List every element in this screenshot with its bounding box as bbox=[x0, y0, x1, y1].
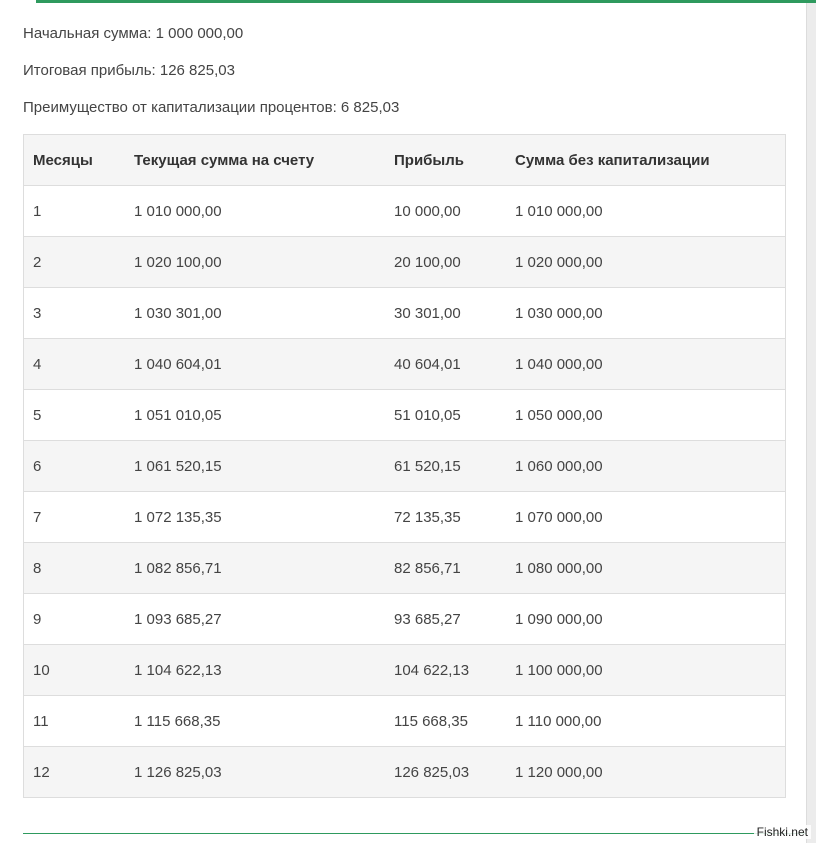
cell-month: 10 bbox=[24, 645, 126, 696]
cell-month: 3 bbox=[24, 288, 126, 339]
cell-balance: 1 104 622,13 bbox=[125, 645, 385, 696]
calculator-result-panel bbox=[0, 3, 807, 843]
cell-profit: 82 856,71 bbox=[385, 543, 506, 594]
cell-profit: 93 685,27 bbox=[385, 594, 506, 645]
cell-no-cap: 1 080 000,00 bbox=[506, 543, 786, 594]
watermark: Fishki.net bbox=[754, 825, 811, 839]
cell-month: 5 bbox=[24, 390, 126, 441]
table-header-row bbox=[24, 135, 786, 186]
cell-no-cap: 1 050 000,00 bbox=[506, 390, 786, 441]
cell-month: 11 bbox=[24, 696, 126, 747]
cell-month: 9 bbox=[24, 594, 126, 645]
cell-no-cap: 1 060 000,00 bbox=[506, 441, 786, 492]
table-row bbox=[24, 237, 786, 288]
cell-balance: 1 040 604,01 bbox=[125, 339, 385, 390]
cell-profit: 40 604,01 bbox=[385, 339, 506, 390]
cell-month: 12 bbox=[24, 747, 126, 798]
cell-balance: 1 115 668,35 bbox=[125, 696, 385, 747]
cell-profit: 10 000,00 bbox=[385, 186, 506, 237]
bottom-divider bbox=[23, 833, 806, 834]
cell-profit: 72 135,35 bbox=[385, 492, 506, 543]
cell-balance: 1 030 301,00 bbox=[125, 288, 385, 339]
cell-profit: 104 622,13 bbox=[385, 645, 506, 696]
table-row bbox=[24, 543, 786, 594]
cell-balance: 1 082 856,71 bbox=[125, 543, 385, 594]
cell-no-cap: 1 120 000,00 bbox=[506, 747, 786, 798]
cell-profit: 30 301,00 bbox=[385, 288, 506, 339]
cell-profit: 115 668,35 bbox=[385, 696, 506, 747]
cell-no-cap: 1 030 000,00 bbox=[506, 288, 786, 339]
cell-no-cap: 1 110 000,00 bbox=[506, 696, 786, 747]
table-row bbox=[24, 390, 786, 441]
cell-no-cap: 1 010 000,00 bbox=[506, 186, 786, 237]
cell-profit: 126 825,03 bbox=[385, 747, 506, 798]
header-sum-without-capitalization: Сумма без капитализации bbox=[506, 135, 786, 186]
cell-balance: 1 061 520,15 bbox=[125, 441, 385, 492]
table-row bbox=[24, 645, 786, 696]
cell-balance: 1 051 010,05 bbox=[125, 390, 385, 441]
table-row bbox=[24, 747, 786, 798]
table-row bbox=[24, 594, 786, 645]
cell-no-cap: 1 070 000,00 bbox=[506, 492, 786, 543]
capitalization-advantage-text: Преимущество от капитализации процентов: 6 825,03 bbox=[23, 99, 400, 116]
cell-no-cap: 1 090 000,00 bbox=[506, 594, 786, 645]
table-row bbox=[24, 288, 786, 339]
cell-balance: 1 020 100,00 bbox=[125, 237, 385, 288]
header-current-balance: Текущая сумма на счету bbox=[125, 135, 385, 186]
cell-balance: 1 126 825,03 bbox=[125, 747, 385, 798]
cell-balance: 1 093 685,27 bbox=[125, 594, 385, 645]
cell-month: 4 bbox=[24, 339, 126, 390]
table-row bbox=[24, 696, 786, 747]
cell-profit: 20 100,00 bbox=[385, 237, 506, 288]
total-profit-text: Итоговая прибыль: 126 825,03 bbox=[23, 62, 235, 79]
table-row bbox=[24, 339, 786, 390]
cell-month: 8 bbox=[24, 543, 126, 594]
cell-no-cap: 1 020 000,00 bbox=[506, 237, 786, 288]
cell-no-cap: 1 100 000,00 bbox=[506, 645, 786, 696]
cell-profit: 51 010,05 bbox=[385, 390, 506, 441]
cell-profit: 61 520,15 bbox=[385, 441, 506, 492]
deposit-schedule-table bbox=[23, 134, 786, 798]
cell-month: 6 bbox=[24, 441, 126, 492]
cell-month: 1 bbox=[24, 186, 126, 237]
table-row bbox=[24, 492, 786, 543]
header-profit: Прибыль bbox=[385, 135, 506, 186]
cell-balance: 1 072 135,35 bbox=[125, 492, 385, 543]
initial-amount-text: Начальная сумма: 1 000 000,00 bbox=[23, 25, 244, 42]
table-row bbox=[24, 186, 786, 237]
table-row bbox=[24, 441, 786, 492]
cell-balance: 1 010 000,00 bbox=[125, 186, 385, 237]
cell-month: 7 bbox=[24, 492, 126, 543]
header-months: Месяцы bbox=[24, 135, 126, 186]
cell-month: 2 bbox=[24, 237, 126, 288]
cell-no-cap: 1 040 000,00 bbox=[506, 339, 786, 390]
